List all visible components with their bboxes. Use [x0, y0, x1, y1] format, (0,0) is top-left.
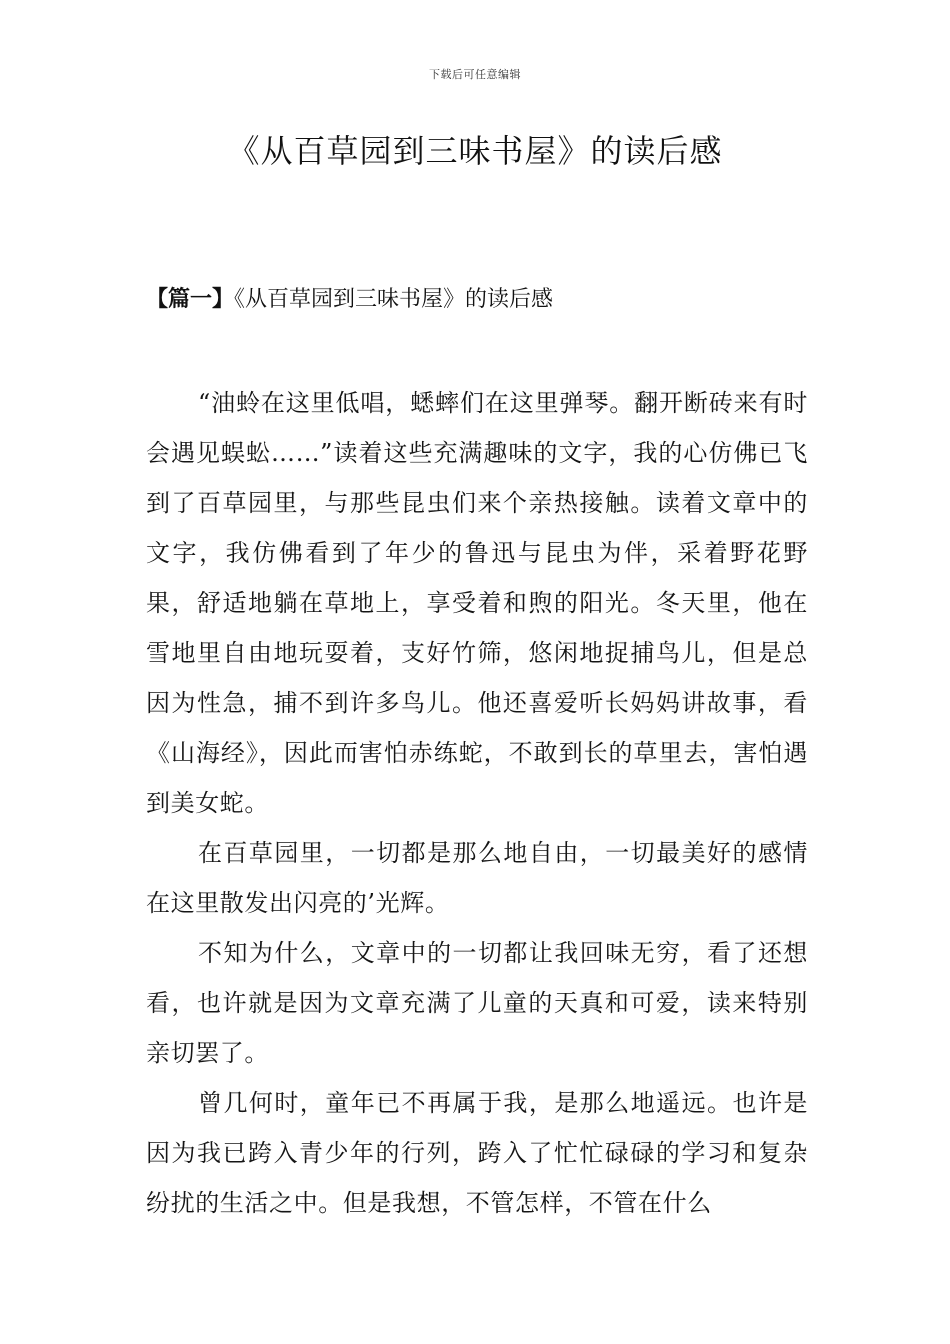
paragraph-2: 在百草园里，一切都是那么地自由，一切最美好的感情在这里散发出闪亮的’光辉。 — [146, 839, 808, 917]
document-title: 《从百草园到三味书屋》的读后感 — [227, 132, 723, 170]
paragraph-3: 不知为什么，文章中的一切都让我回味无穷，看了还想看，也许就是因为文章充满了儿童的天真和可爱，读来特别亲切罢了。 — [146, 939, 808, 1067]
section-title: 《从百草园到三味书屋》的读后感 — [234, 287, 554, 312]
paragraph-4: 曾几何时，童年已不再属于我，是那么地遥远。也许是因为我已跨入青少年的行列，跨入了忙忙碌碌的学习和复杂纷扰的生活之中。但是我想，不管怎样，不管在什么 — [146, 1089, 808, 1217]
section-heading — [146, 282, 553, 313]
paragraph-1: “油蛉在这里低唱，蟋蟀们在这里弹琴。翻开断砖来有时会遇见蜈蚣……”读着这些充满趣味的文字，我的心仿佛已飞到了百草园里，与那些昆虫们来个亲热接触。读着文章中的文字，我仿佛看到了年少的鲁迅与昆虫为伴，采着野花野果，舒适地躺在草地上，享受着和煦的阳光。冬天里，他在雪地里自由地玩耍着，支好竹筛，悠闲地捉捕鸟儿，但是总因为性急，捕不到许多鸟儿。他还喜爱听长妈妈讲故事，看《山海经》，因此而害怕赤练蛇，不敢到长的草里去，害怕遇到美女蛇。 — [146, 389, 808, 817]
header-note: 下载后可任意编辑 — [429, 68, 521, 81]
section-label: 【篇一】 — [146, 286, 235, 312]
body-text — [146, 378, 808, 1228]
